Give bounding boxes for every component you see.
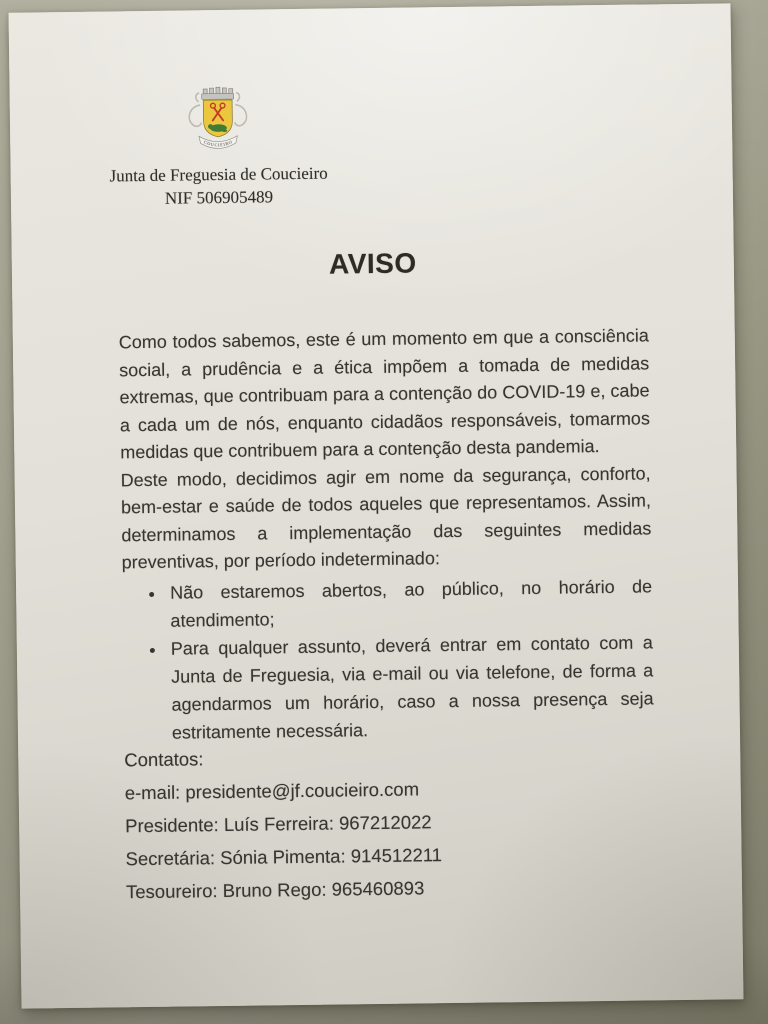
- list-item-closed-to-public: • Não estaremos abertos, ao público, no horário de atendimento;: [166, 572, 653, 634]
- contact-line-treasurer: Tesoureiro: Bruno Rego: 965460893: [125, 877, 425, 903]
- list-item-contact-by-email-phone: • Para qualquer assunto, deverá entrar em contato com a Junta de Freguesia, via e-mail ou via telefone, de forma a agendarmos um horário, caso a nossa presença seja estritamente necessária.: [167, 628, 654, 746]
- notice-title: AVISO: [328, 247, 417, 280]
- notice-body: [119, 322, 652, 576]
- org-nif: NIF 506905489: [164, 187, 274, 208]
- contacts-heading: Contatos:: [124, 748, 204, 771]
- contacts-section: [124, 740, 656, 912]
- org-name: Junta de Freguesia de Coucieiro: [109, 163, 328, 186]
- mural-crown-icon: [202, 87, 234, 99]
- coat-of-arms-icon: [173, 81, 262, 158]
- paper-sheet: [9, 3, 744, 1008]
- letterhead: [47, 80, 389, 210]
- paragraph-measures: Deste modo, decidimos agir em nome da segurança, conforto, bem-estar e saúde de todos aqueles que representamos. Assim, determinamos a implementação das seguintes medidas preventivas, por período indeterminado:: [120, 462, 652, 573]
- crest-motto: COUCIEIRO: [203, 138, 234, 148]
- paragraph-intro: Como todos sabemos, este é um momento em que a consciência social, a prudência e a ética impõem a tomada de medidas extremas, que contribuam para a contenção do COVID-19 e, cabe a cada um de nós, enquanto cidadãos responsáveis, tomarmos medidas que contribuem para a contenção desta pandemia.: [118, 325, 651, 463]
- contact-line-president: Presidente: Luís Ferreira: 967212022: [125, 811, 432, 837]
- contact-line-secretary: Secretária: Sónia Pimenta: 914512211: [125, 844, 443, 870]
- contact-line-email: e-mail: presidente@jf.coucieiro.com: [124, 778, 420, 804]
- measures-list: [122, 572, 654, 747]
